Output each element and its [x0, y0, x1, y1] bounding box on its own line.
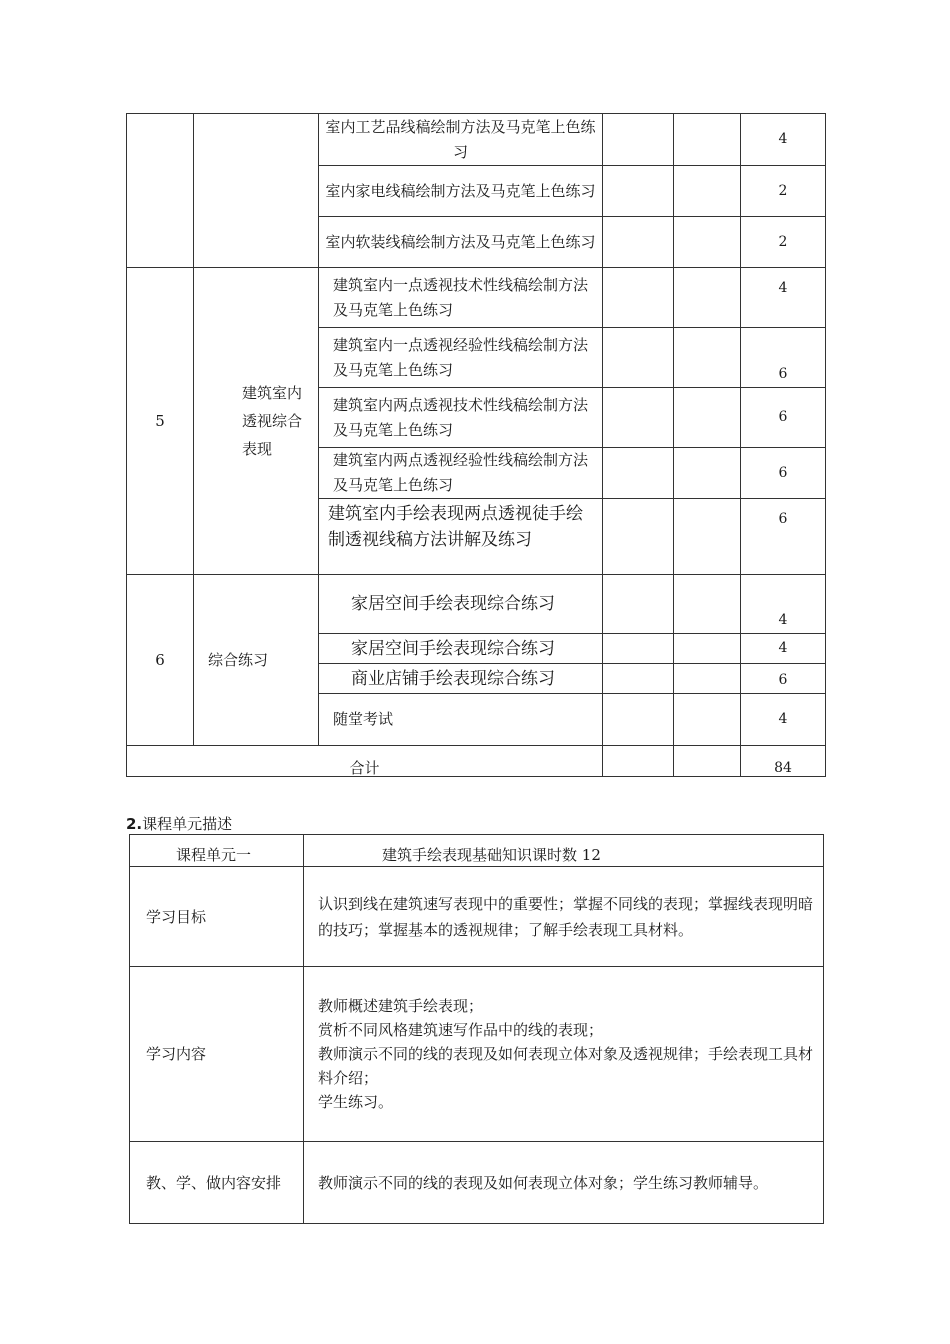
empty-cell — [674, 217, 741, 268]
unit-name-cell: 建筑室内透视综合表现 — [194, 268, 319, 575]
empty-cell — [603, 694, 674, 746]
exercise-description: 家居空间手绘表现综合练习 — [319, 634, 603, 664]
hours-cell: 2 — [741, 166, 826, 217]
table-row — [130, 867, 824, 967]
content-line: 赏析不同风格建筑速写作品中的线的表现； — [318, 1021, 604, 1039]
content-line: 学生练习。 — [318, 1093, 394, 1111]
hours-cell: 6 — [741, 448, 826, 499]
content-label: 学习内容 — [130, 967, 304, 1142]
table-row — [127, 268, 826, 328]
hours-cell: 6 — [741, 499, 826, 575]
unit-name-cell: 综合练习 — [194, 575, 319, 746]
table-row — [127, 575, 826, 634]
arrange-text: 教师演示不同的线的表现及如何表现立体对象；学生练习教师辅导。 — [304, 1142, 824, 1224]
empty-cell — [603, 166, 674, 217]
goal-label: 学习目标 — [130, 867, 304, 967]
exercise-description: 商业店铺手绘表现综合练习 — [319, 664, 603, 694]
empty-cell — [674, 694, 741, 746]
hours-cell: 4 — [741, 575, 826, 634]
empty-cell — [603, 114, 674, 166]
empty-cell — [603, 664, 674, 694]
empty-cell — [674, 268, 741, 328]
hours-cell: 4 — [741, 634, 826, 664]
unit-no-cell: 6 — [127, 575, 194, 746]
empty-cell — [603, 746, 674, 777]
arrange-label: 教、学、做内容安排 — [130, 1142, 304, 1224]
empty-cell — [603, 328, 674, 388]
exercise-description: 室内工艺品线稿绘制方法及马克笔上色练习 — [319, 114, 603, 166]
empty-cell — [674, 575, 741, 634]
empty-cell — [674, 328, 741, 388]
unit-no-cell — [127, 114, 194, 268]
goal-text: 认识到线在建筑速写表现中的重要性；掌握不同线的表现；掌握线表现明暗的技巧；掌握基本的透视规律；了解手绘表现工具材料。 — [304, 867, 824, 967]
table-row — [130, 967, 824, 1142]
exercise-description: 建筑室内手绘表现两点透视徒手绘制透视线稿方法讲解及练习 — [319, 499, 603, 575]
empty-cell — [674, 746, 741, 777]
exercise-description: 随堂考试 — [319, 694, 603, 746]
empty-cell — [603, 634, 674, 664]
course-schedule-table — [126, 113, 826, 777]
unit-description-table — [129, 834, 824, 1224]
empty-cell — [674, 388, 741, 448]
hours-cell: 4 — [741, 114, 826, 166]
empty-cell — [674, 166, 741, 217]
content-cell — [304, 967, 824, 1142]
unit-no-cell: 5 — [127, 268, 194, 575]
unit-name-cell — [194, 114, 319, 268]
exercise-description: 建筑室内两点透视经验性线稿绘制方法及马克笔上色练习 — [319, 448, 603, 499]
empty-cell — [603, 217, 674, 268]
unit-title: 建筑手绘表现基础知识课时数 12 — [304, 835, 824, 867]
empty-cell — [603, 388, 674, 448]
empty-cell — [674, 448, 741, 499]
hours-cell: 2 — [741, 217, 826, 268]
empty-cell — [674, 634, 741, 664]
exercise-description: 室内家电线稿绘制方法及马克笔上色练习 — [319, 166, 603, 217]
unit-label: 课程单元一 — [130, 835, 304, 867]
section-title: 课程单元描述 — [142, 815, 233, 833]
hours-cell: 6 — [741, 388, 826, 448]
hours-cell: 6 — [741, 664, 826, 694]
empty-cell — [603, 448, 674, 499]
empty-cell — [603, 575, 674, 634]
total-row — [127, 746, 826, 777]
exercise-description: 建筑室内一点透视技术性线稿绘制方法及马克笔上色练习 — [319, 268, 603, 328]
empty-cell — [674, 499, 741, 575]
hours-cell: 4 — [741, 694, 826, 746]
table-row — [130, 835, 824, 867]
exercise-description: 建筑室内一点透视经验性线稿绘制方法及马克笔上色练习 — [319, 328, 603, 388]
empty-cell — [674, 664, 741, 694]
exercise-description: 室内软装线稿绘制方法及马克笔上色练习 — [319, 217, 603, 268]
section-number: 2. — [126, 815, 143, 833]
empty-cell — [674, 114, 741, 166]
total-hours: 84 — [741, 746, 826, 777]
hours-cell: 4 — [741, 268, 826, 328]
empty-cell — [603, 268, 674, 328]
content-line: 教师概述建筑手绘表现； — [318, 997, 484, 1015]
total-label: 合计 — [127, 746, 603, 777]
section-heading — [126, 814, 232, 834]
empty-cell — [603, 499, 674, 575]
hours-cell: 6 — [741, 328, 826, 388]
table-row — [130, 1142, 824, 1224]
exercise-description: 家居空间手绘表现综合练习 — [319, 575, 603, 634]
table-row — [127, 114, 826, 166]
content-line: 教师演示不同的线的表现及如何表现立体对象及透视规律；手绘表现工具材料介绍； — [318, 1045, 814, 1087]
exercise-description: 建筑室内两点透视技术性线稿绘制方法及马克笔上色练习 — [319, 388, 603, 448]
